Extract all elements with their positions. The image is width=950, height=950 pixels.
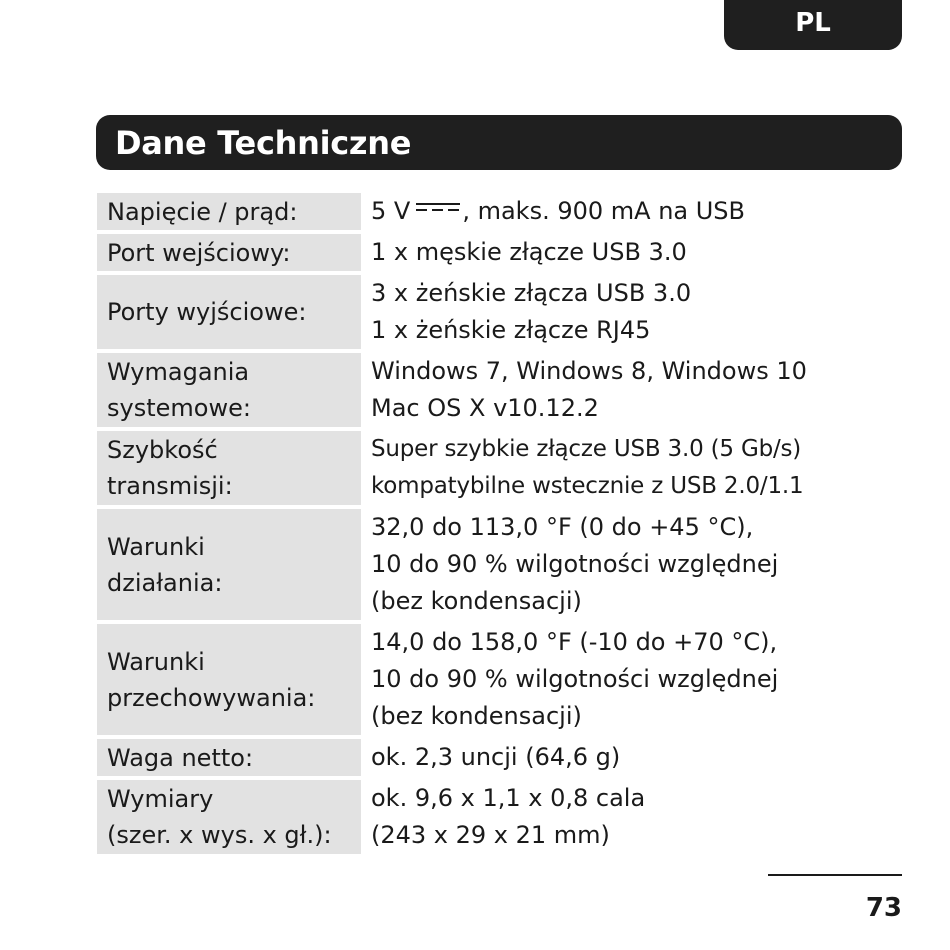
spec-value: 14,0 do 158,0 °F (-10 do +70 °C), 10 do 90 % wilgotności względnej (bez kondensacji) xyxy=(371,628,779,730)
spec-row-operating-conditions xyxy=(97,509,887,620)
spec-value: ok. 9,6 x 1,1 x 0,8 cala (243 x 29 x 21 mm) xyxy=(371,784,646,849)
spec-label: Port wejściowy: xyxy=(97,234,361,271)
section-title: Dane Techniczne xyxy=(115,123,412,162)
spec-label: Porty wyjściowe: xyxy=(97,275,361,349)
spec-label: Napięcie / prąd: xyxy=(97,193,361,230)
dc-current-symbol-icon xyxy=(416,203,460,217)
page-number: 73 xyxy=(865,893,902,923)
spec-label: Warunki działania: xyxy=(97,509,361,620)
spec-row-voltage xyxy=(97,193,887,230)
spec-value: ok. 2,3 uncji (64,6 g) xyxy=(371,743,621,771)
spec-table xyxy=(97,193,887,858)
spec-row-input-port xyxy=(97,234,887,271)
spec-label: Szybkość transmisji: xyxy=(97,431,361,505)
spec-row-output-ports xyxy=(97,275,887,349)
spec-value: 5 V , maks. 900 mA na USB xyxy=(371,197,746,225)
spec-label: Waga netto: xyxy=(97,739,361,776)
spec-label: Warunki przechowywania: xyxy=(97,624,361,735)
spec-value: Super szybkie złącze USB 3.0 (5 Gb/s) kompatybilne wstecznie z USB 2.0/1.1 xyxy=(371,436,804,499)
section-header xyxy=(96,115,902,170)
spec-label: Wymagania systemowe: xyxy=(97,353,361,427)
footer-divider xyxy=(768,874,902,876)
spec-value: 3 x żeńskie złącza USB 3.0 1 x żeńskie złącze RJ45 xyxy=(371,279,692,344)
spec-row-net-weight xyxy=(97,739,887,776)
spec-row-dimensions xyxy=(97,780,887,854)
spec-row-system-requirements xyxy=(97,353,887,427)
language-code: PL xyxy=(795,8,831,38)
spec-value: 32,0 do 113,0 °F (0 do +45 °C), 10 do 90 % wilgotności względnej (bez kondensacji) xyxy=(371,513,779,615)
spec-row-storage-conditions xyxy=(97,624,887,735)
spec-label: Wymiary (szer. x wys. x gł.): xyxy=(97,780,361,854)
spec-value: 1 x męskie złącze USB 3.0 xyxy=(371,238,687,266)
spec-row-transfer-speed xyxy=(97,431,887,505)
language-tab xyxy=(724,0,902,50)
spec-value: Windows 7, Windows 8, Windows 10 Mac OS X v10.12.2 xyxy=(371,357,807,422)
